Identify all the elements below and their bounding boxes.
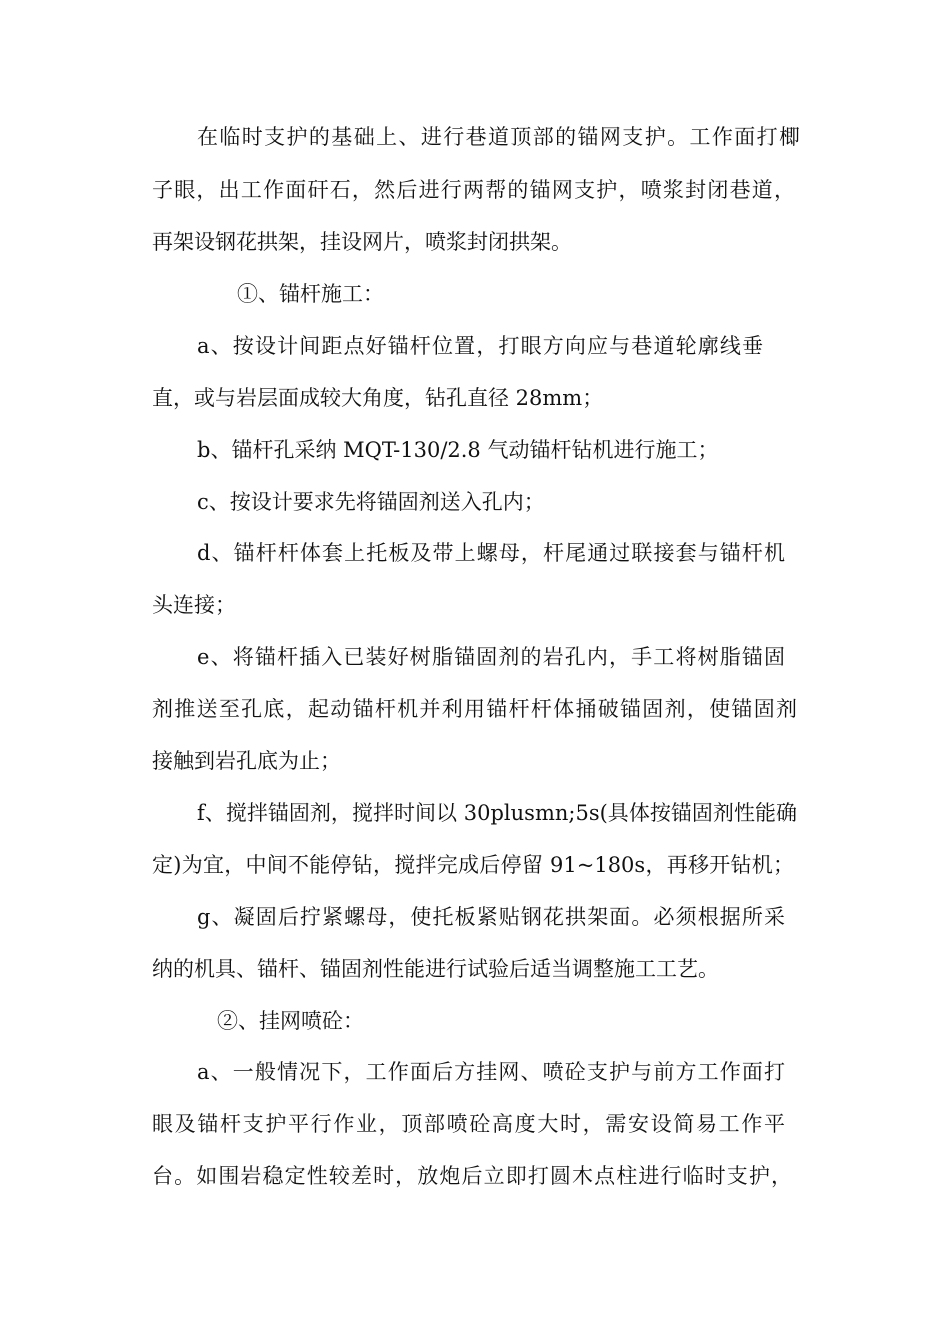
list-item-d-line: d、锚杆杆体套上托板及带上螺母，杆尾通过联接套与锚杆机 <box>197 541 785 565</box>
list-item-a-line: 直，或与岩层面成较大角度，钻孔直径 28mm； <box>152 386 604 410</box>
section-heading-mesh-shotcrete: ②、挂网喷砼： <box>217 1009 364 1033</box>
list-item-a2-line: 眼及锚杆支护平行作业，顶部喷砼高度大时，需安设简易工作平 <box>152 1112 785 1136</box>
list-item-e-line: 剂推送至孔底，起动锚杆机并利用锚杆杆体捅破锚固剂，使锚固剂 <box>152 697 797 721</box>
paragraph-line: 子眼，出工作面矸石，然后进行两帮的锚网支护，喷浆封闭巷道， <box>152 178 795 202</box>
paragraph-line: 在临时支护的基础上、进行巷道顶部的锚网支护。工作面打楖 <box>197 125 800 149</box>
list-item-a2-line: a、一般情况下，工作面后方挂网、喷砼支护与前方工作面打 <box>197 1060 785 1084</box>
list-item-g-line: 纳的机具、锚杆、锚固剂性能进行试验后适当调整施工工艺。 <box>152 957 719 981</box>
list-item-d-line: 头连接； <box>152 593 236 617</box>
list-item-f-line: f、搅拌锚固剂，搅拌时间以 30plusmn;5s(具体按锚固剂性能确 <box>197 801 797 825</box>
list-item-b: b、锚杆孔采纳 MQT-130/2.8 气动锚杆钻机进行施工； <box>197 438 719 462</box>
list-item-a2-line: 台。如围岩稳定性较差时，放炮后立即打圆木点柱进行临时支护， <box>152 1164 792 1188</box>
list-item-e-line: e、将锚杆插入已装好树脂锚固剂的岩孔内，手工将树脂锚固 <box>197 645 785 669</box>
list-item-c: c、按设计要求先将锚固剂送入孔内； <box>197 490 545 514</box>
list-item-f-line: 定)为宜，中间不能停钻，搅拌完成后停留 91~180s，再移开钻机； <box>152 853 794 877</box>
list-item-a-line: a、按设计间距点好锚杆位置，打眼方向应与巷道轮廓线垂 <box>197 334 763 358</box>
list-item-g-line: g、凝固后拧紧螺母，使托板紧贴钢花拱架面。必须根据所采 <box>197 905 785 929</box>
paragraph-line: 再架设钢花拱架，挂设网片，喷浆封闭拱架。 <box>152 230 572 254</box>
section-heading-anchor-construction: ①、锚杆施工： <box>237 282 384 306</box>
list-item-e-line: 接触到岩孔底为止； <box>152 749 341 773</box>
